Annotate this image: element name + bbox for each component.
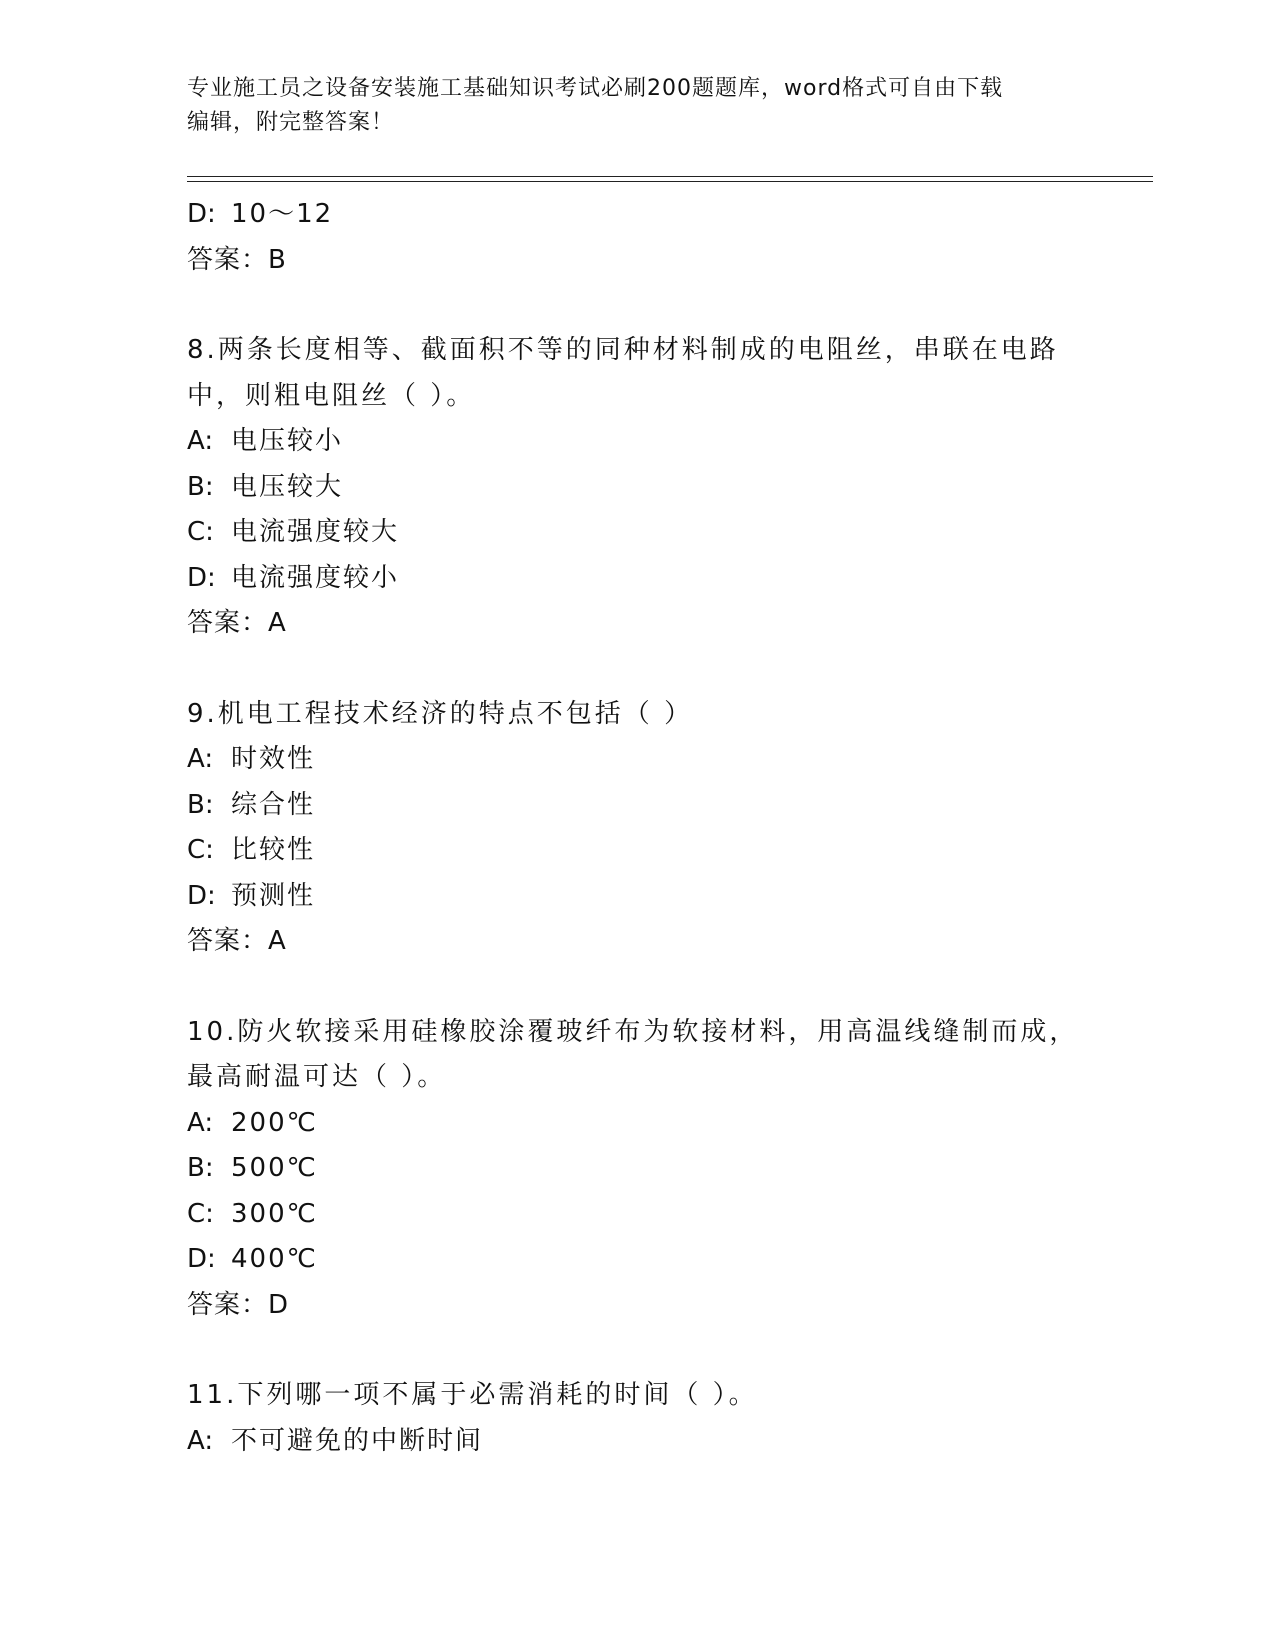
option-text: 500℃ [231, 1153, 318, 1183]
option-c [187, 510, 1087, 556]
option-d [187, 1237, 1087, 1283]
option-letter: A: [187, 1107, 214, 1138]
option-text: 时效性 [231, 744, 316, 774]
answer-line: 答案：D [187, 1289, 290, 1320]
option-a [187, 1419, 1087, 1465]
question-content [187, 192, 1087, 1464]
option-letter: A: [187, 744, 214, 774]
question-text-line-2: 中，则粗电阻丝（ ）。 [187, 380, 476, 411]
option-text: 10～12 [231, 199, 334, 229]
option-letter: D: [187, 880, 216, 911]
option-b [187, 465, 1087, 511]
option-letter: B: [187, 789, 214, 820]
question-8 [187, 328, 1087, 647]
question-11 [187, 1373, 1087, 1464]
question-text-line-1: 10.防火软接采用硅橡胶涂覆玻纤布为软接材料，用高温线缝制而成， [187, 1016, 1079, 1047]
option-letter: C: [187, 1198, 214, 1229]
option-letter: D: [187, 562, 216, 593]
option-text: 综合性 [231, 789, 316, 820]
header-line-1: 专业施工员之设备安装施工基础知识考试必刷200题题库，word格式可自由下载 [187, 76, 1004, 101]
option-letter: A: [187, 1425, 214, 1456]
option-text: 比较性 [231, 835, 316, 865]
option-a [187, 1101, 1087, 1147]
option-text: 200℃ [231, 1107, 318, 1138]
option-text: 电压较大 [231, 471, 344, 502]
option-b [187, 1146, 1087, 1192]
option-d [187, 192, 1087, 238]
option-a [187, 737, 1087, 783]
option-letter: B: [187, 1153, 214, 1183]
option-d [187, 874, 1087, 920]
answer-line: 答案：A [187, 608, 287, 638]
option-c [187, 1192, 1087, 1238]
option-letter: D: [187, 1244, 216, 1274]
option-letter: C: [187, 835, 214, 865]
option-text: 电流强度较小 [231, 562, 400, 593]
header-divider-bottom [187, 181, 1153, 182]
document-header [187, 72, 1067, 140]
question-10 [187, 1010, 1087, 1329]
question-text-line-1: 9.机电工程技术经济的特点不包括（ ） [187, 698, 694, 729]
answer-line: 答案：A [187, 926, 287, 956]
question-9 [187, 692, 1087, 965]
option-text: 电压较小 [231, 426, 344, 456]
option-letter: B: [187, 471, 214, 502]
header-divider-top [187, 176, 1153, 177]
header-line-2: 编辑，附完整答案！ [187, 110, 395, 135]
option-text: 电流强度较大 [231, 517, 400, 547]
question-text-line-1: 8.两条长度相等、截面积不等的同种材料制成的电阻丝，串联在电路 [187, 335, 1059, 365]
option-c [187, 828, 1087, 874]
option-text: 400℃ [231, 1244, 318, 1274]
option-letter: D: [187, 199, 216, 229]
option-letter: C: [187, 517, 214, 547]
option-b [187, 783, 1087, 829]
option-text: 预测性 [231, 880, 316, 911]
question-text-line-2: 最高耐温可达（ ）。 [187, 1062, 447, 1092]
option-text: 300℃ [231, 1198, 318, 1229]
option-text: 不可避免的中断时间 [231, 1425, 484, 1456]
option-a [187, 419, 1087, 465]
option-d [187, 556, 1087, 602]
option-letter: A: [187, 426, 214, 456]
question-text-line-1: 11.下列哪一项不属于必需消耗的时间（ ）。 [187, 1380, 758, 1410]
answer-line: 答案：B [187, 244, 287, 275]
